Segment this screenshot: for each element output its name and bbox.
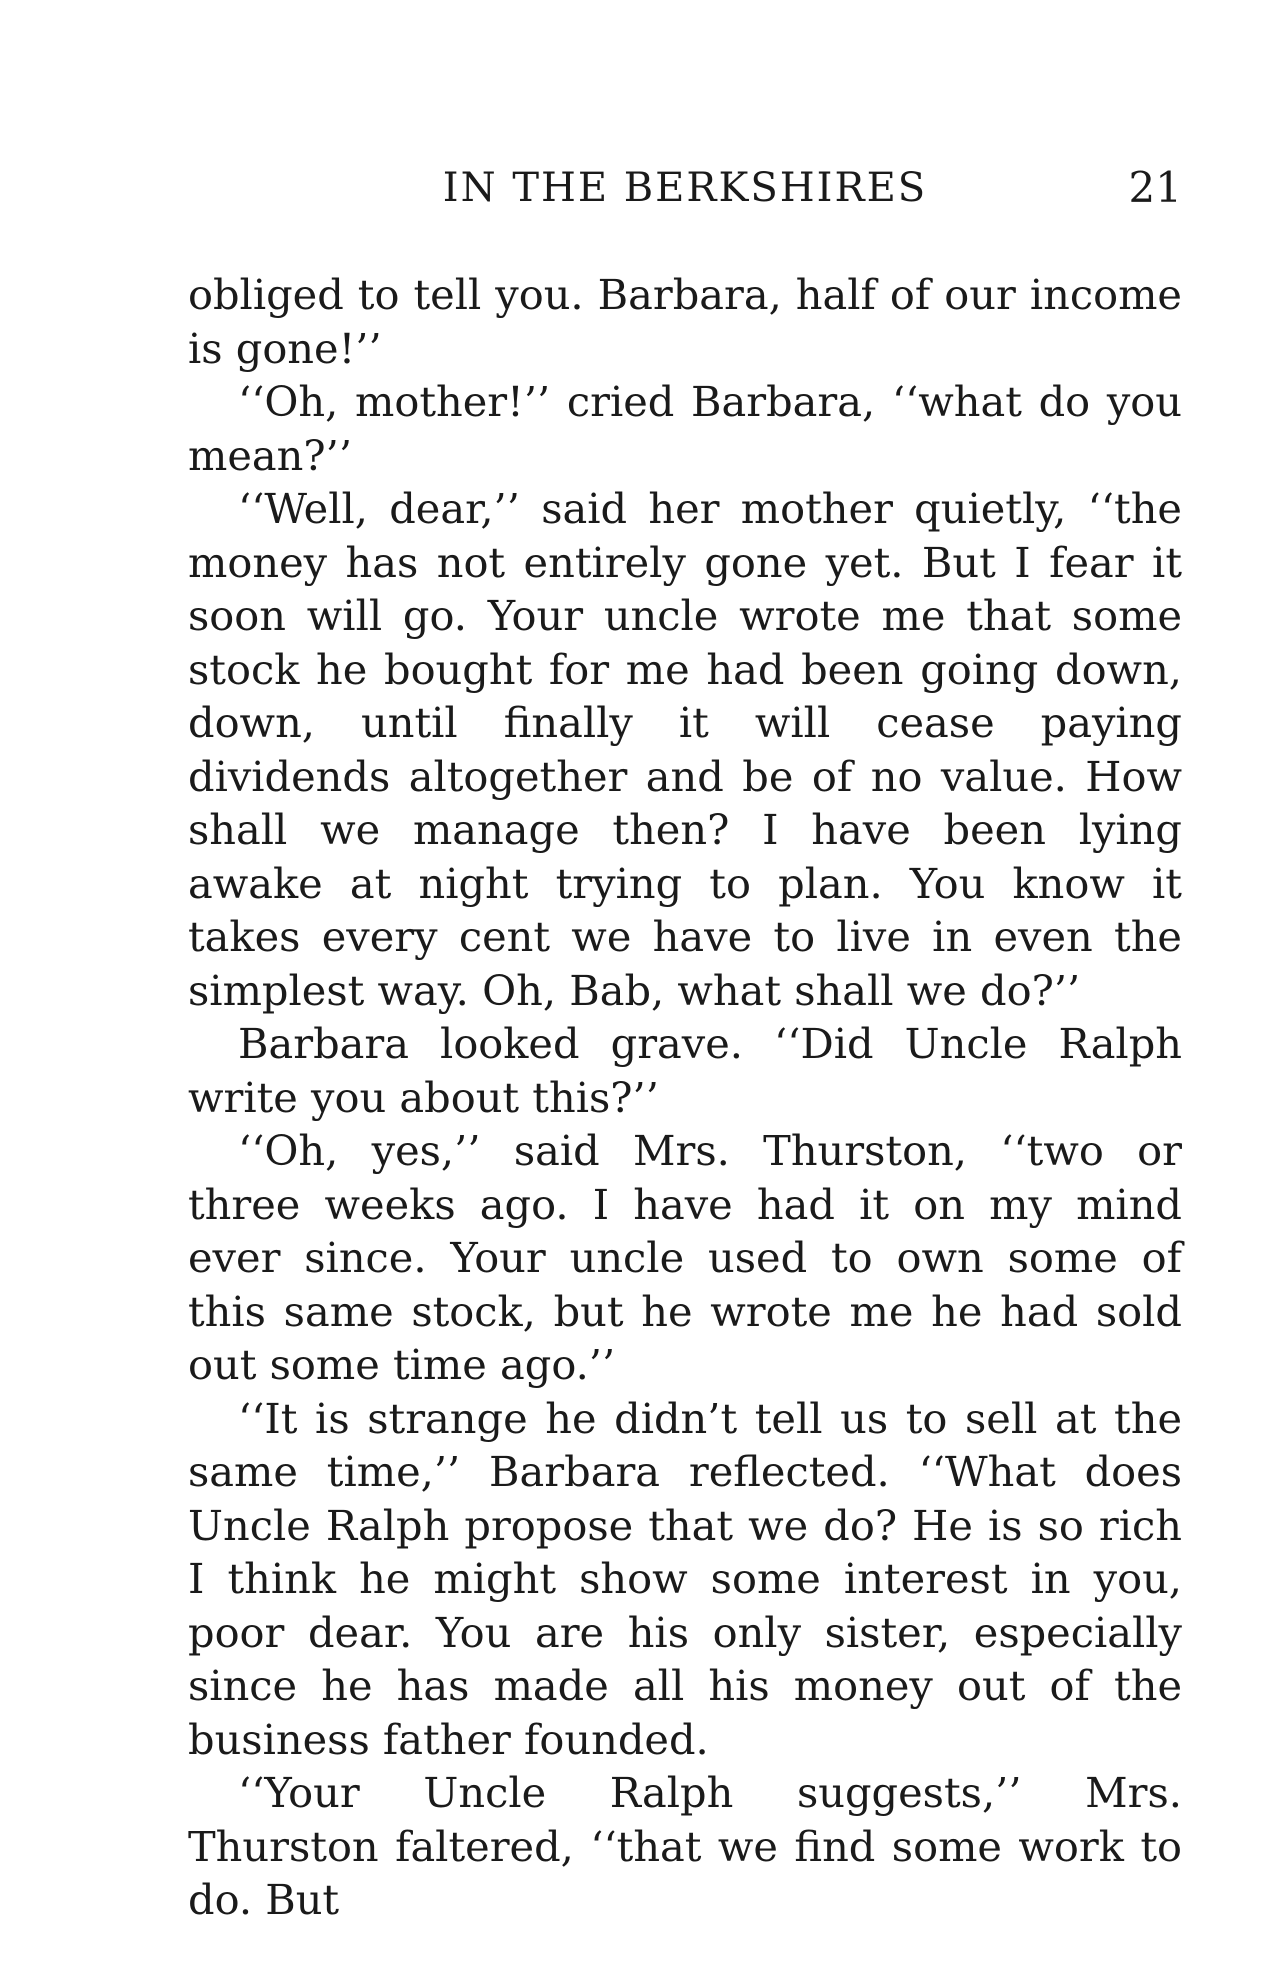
paragraph: ‘‘Oh, mother!’’ cried Barbara, ‘‘what do you mean?’’	[188, 377, 1182, 480]
paragraph-continued: obliged to tell you. Barbara, half of our income is gone!’’	[188, 270, 1182, 373]
paragraph: ‘‘Well, dear,’’ said her mother quietly, ‘‘the money has not entirely gone yet. But I fear it soon will go. Your uncle wrote me that some stock he bought for me had been going down, down, until finally it will cease paying dividends altogether and be of no value. How shall we manage then? I have been lying awake at night trying to plan. You know it takes every cent we have to live in even the simplest way. Oh, Bab, what shall we do?’’	[188, 484, 1182, 1015]
paragraph: ‘‘Your Uncle Ralph suggests,’’ Mrs. Thurston faltered, ‘‘that we find some work to do. But	[188, 1768, 1182, 1924]
running-head-title: IN THE BERKSHIRES	[442, 165, 928, 211]
page-number: 21	[1128, 163, 1182, 212]
running-head	[188, 160, 1182, 220]
paragraph: Barbara looked grave. ‘‘Did Uncle Ralph write you about this?’’	[188, 1019, 1182, 1122]
body-text	[188, 268, 1182, 1927]
paragraph: ‘‘Oh, yes,’’ said Mrs. Thurston, ‘‘two or three weeks ago. I have had it on my mind ever since. Your uncle used to own some of this same stock, but he wrote me he had sold out some time ago.’’	[188, 1126, 1182, 1389]
paragraph: ‘‘It is strange he didn’t tell us to sell at the same time,’’ Barbara reflected. ‘‘What does Uncle Ralph propose that we do? He is so rich I think he might show some interest in you, poor dear. You are his only sister, especially since he has made all his money out of the business father founded.	[188, 1393, 1182, 1764]
